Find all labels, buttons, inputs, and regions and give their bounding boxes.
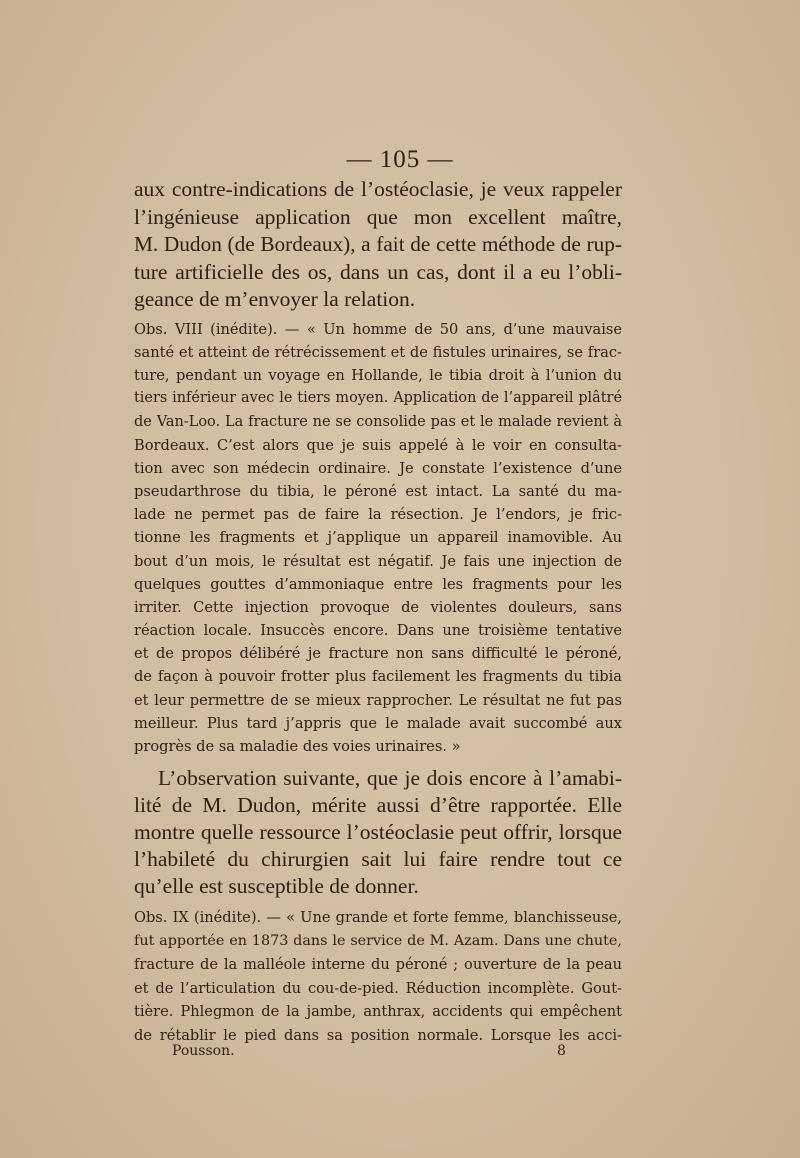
text-line: l’ingénieuse application que mon excellent maître,	[134, 204, 622, 229]
text-line: de rétablir le pied dans sa position normale. Lorsque les acci-	[134, 1026, 622, 1044]
text-line: qu’elle est susceptible de donner.	[134, 874, 419, 898]
text-line: pseudarthrose du tibia, le péroné est intact. La santé du ma-	[134, 483, 622, 501]
text-line: aux contre-indications de l’ostéoclasie, je veux rappeler	[134, 177, 622, 201]
text-line: fracture de la malléole interne du péroné ; ouverture de la peau	[134, 956, 622, 973]
text-line: et de l’articulation du cou-de-pied. Réduction incomplète. Gout-	[134, 979, 622, 997]
text-line: santé et atteint de rétrécissement et de fistules urinaires, se frac-	[134, 344, 622, 362]
text-line: irriter. Cette injection provoque de violentes douleurs, sans	[134, 598, 622, 616]
signature-mark: Pousson.	[172, 1043, 235, 1059]
text-line: progrès de sa maladie des voies urinaires. »	[134, 737, 461, 755]
text-line: lité de M. Dudon, mérite aussi d’être rapportée. Elle	[134, 793, 622, 817]
paragraph-intro	[134, 176, 622, 314]
text-line: Bordeaux. C’est alors que je suis appelé à le voir en consulta-	[134, 436, 622, 454]
text-line: Obs. VIII (inédite). — « Un homme de 50 ans, d’une mauvaise	[134, 321, 622, 338]
text-line: de façon à pouvoir frotter plus facilement les fragments du tibia	[134, 668, 622, 686]
text-line: tiers inférieur avec le tiers moyen. Application de l’appareil plâtré	[134, 390, 622, 407]
signature-number: 8	[557, 1043, 566, 1059]
text-line: Obs. IX (inédite). — « Une grande et forte femme, blanchisseuse,	[134, 909, 622, 926]
text-line: réaction locale. Insuccès encore. Dans une troisième tentative	[134, 622, 622, 640]
text-line: quelques gouttes d’ammoniaque entre les fragments pour les	[134, 575, 622, 593]
observation-9	[134, 906, 622, 1047]
text-line: l’habileté du chirurgien sait lui faire rendre tout ce	[134, 847, 622, 871]
text-line: de Van-Loo. La fracture ne se consolide pas et le malade revient à	[134, 413, 622, 430]
text-line: montre quelle ressource l’ostéoclasie peut offrir, lorsque	[134, 820, 622, 844]
text-line: M. Dudon (de Bordeaux), a fait de cette méthode de rup-	[134, 232, 622, 256]
text-line: geance de m’envoyer la relation.	[134, 287, 416, 311]
observation-8	[134, 318, 622, 758]
text-line: L’observation suivante, que je dois encore à l’amabi-	[158, 766, 622, 790]
text-line: tière. Phlegmon de la jambe, anthrax, accidents qui empêchent	[134, 1003, 622, 1020]
text-line: ture, pendant un voyage en Hollande, le tibia droit à l’union du	[134, 367, 622, 385]
text-line: meilleur. Plus tard j’appris que le malade avait succombé aux	[134, 714, 622, 732]
text-line: tionne les fragments et j’applique un appareil inamovible. Au	[134, 529, 622, 547]
text-line: et leur permettre de se mieux rapprocher. Le résultat ne fut pas	[134, 691, 622, 709]
text-line: bout d’un mois, le résultat est négatif. Je fais une injection de	[134, 552, 622, 570]
paragraph-transition	[134, 765, 622, 900]
text-line: fut apportée en 1873 dans le service de M. Azam. Dans une chute,	[134, 932, 622, 949]
text-line: et de propos délibéré je fracture non sans difficulté le péroné,	[134, 645, 622, 663]
text-line: ture artificielle des os, dans un cas, dont il a eu l’obli-	[134, 259, 622, 284]
page-number-header: — 105 —	[346, 146, 454, 173]
text-line: tion avec son médecin ordinaire. Je constate l’existence d’une	[134, 459, 622, 477]
text-line: lade ne permet pas de faire la résection. Je l’endors, je fric-	[134, 506, 622, 524]
